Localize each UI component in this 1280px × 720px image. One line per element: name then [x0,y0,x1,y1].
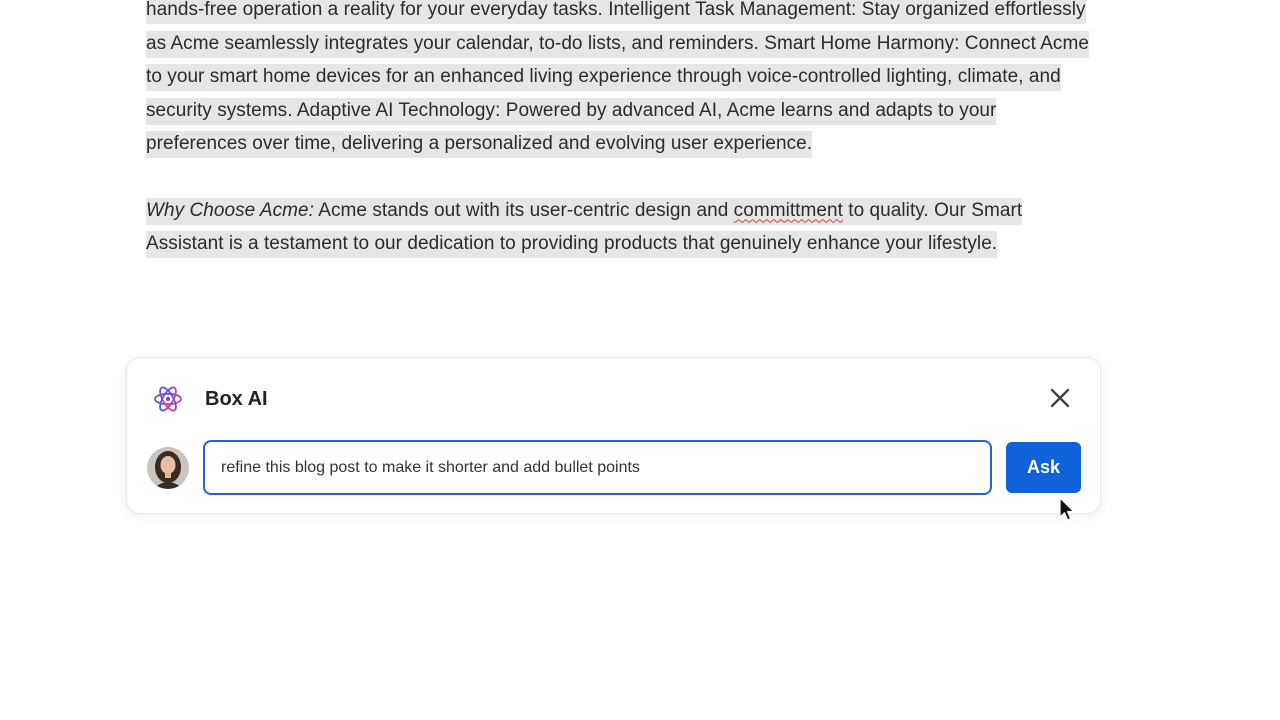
paragraph-lead: Why Choose Acme: [146,199,314,221]
paragraph-text: to quality. Our Smart Assistant is a testament to our dedication to providing products that genuinely enhance your lifestyle. [146,199,1023,254]
selected-text[interactable]: hands-free operation a reality for your everyday tasks. Intelligent Task Management: Stay organized effortlessly as Acme seamlessly integrates your calendar, to-do lists, and reminders. Smart Home Harmony: Connect Acme to your smart home devices for an enhanced living experience through voice-controlled lighting, climate, and security systems. Adaptive AI Technology: Powered by advanced AI, Acme learns and adapts to your preferences over time, delivering a personalized and evolving user experience. [146,0,1089,158]
avatar [147,447,189,489]
prompt-input[interactable] [203,440,992,495]
panel-title: Box AI [205,388,268,410]
selected-text[interactable] [146,198,1022,259]
document-body [146,0,1096,261]
ask-button[interactable]: Ask [1006,442,1081,493]
misspelled-word[interactable]: committment [733,199,843,221]
user-avatar-icon [147,447,189,489]
document-paragraph[interactable] [146,194,1096,261]
mouse-pointer-icon [1058,497,1076,523]
box-ai-atom-icon [153,384,183,414]
box-ai-panel [126,357,1101,514]
paragraph-text: Acme stands out with its user-centric design and [314,199,734,221]
close-icon[interactable] [1048,386,1072,410]
document-paragraph[interactable] [146,0,1096,161]
